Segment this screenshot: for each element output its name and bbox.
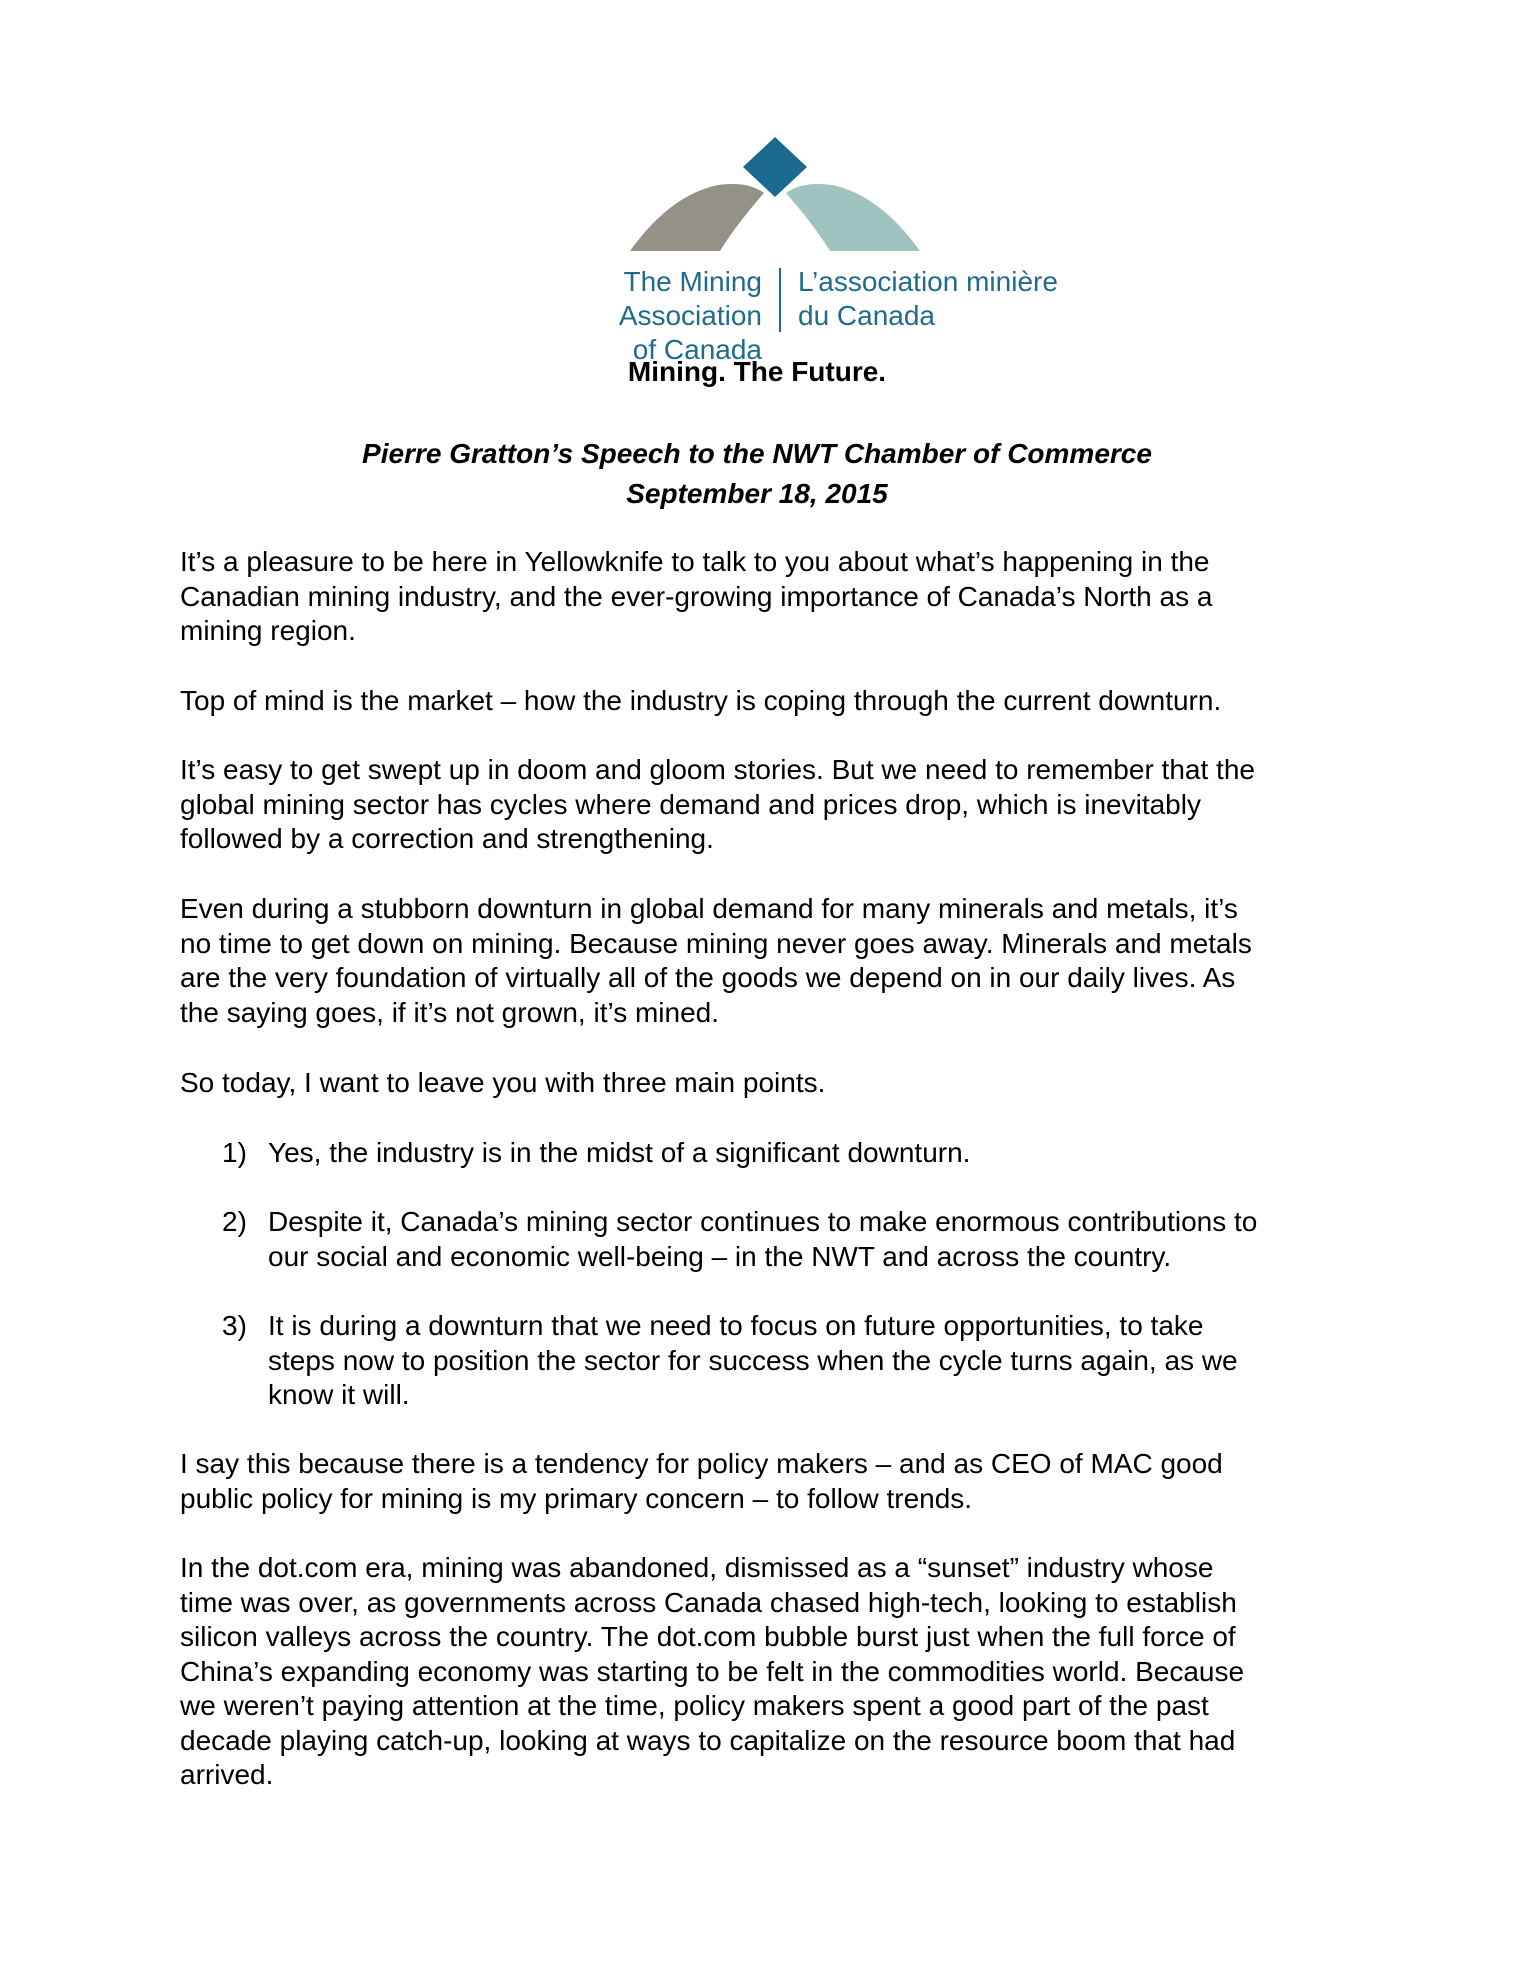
paragraph: Even during a stubborn downturn in global demand for many minerals and metals, it’s no time to get down on mining. Because mining never goes away. Minerals and metals are the very foundation of virtually all of the goods we depend on in our daily lives. As the saying goes, if it’s not grown, it’s mined. xyxy=(180,893,1252,1028)
paragraph: So today, I want to leave you with three main points. xyxy=(180,1067,826,1098)
list-text: Yes, the industry is in the midst of a significant downturn. xyxy=(268,1137,971,1168)
logo-divider xyxy=(779,268,781,332)
logo-name-english: The Mining Association of Canada xyxy=(618,266,762,365)
paragraph: It’s a pleasure to be here in Yellowknife to talk to you about what’s happening in the Canadian mining industry, and the ever-growing importance of Canada’s North as a mining region. xyxy=(180,546,1213,646)
paragraph: It’s easy to get swept up in doom and gloom stories. But we need to remember that the global mining sector has cycles where demand and prices drop, which is inevitably followed by a correction and strengthening. xyxy=(180,754,1255,854)
paragraph: In the dot.com era, mining was abandoned, dismissed as a “sunset” industry whose time was over, as governments across Canada chased high-tech, looking to establish silicon valleys across the country. The dot.com bubble burst just when the full force of China’s expanding economy was starting to be felt in the commodities world. Because we weren’t paying attention at the time, policy makers spent a good part of the past decade playing catch-up, looking at ways to capitalize on the resource boom that had arrived. xyxy=(180,1552,1245,1790)
document-title: Mining. The Future. xyxy=(627,356,887,387)
logo-mark-icon xyxy=(630,135,920,257)
paragraph: Top of mind is the market – how the industry is coping through the current downturn. xyxy=(180,685,1222,716)
list-text: It is during a downturn that we need to focus on future opportunities, to take steps now to position the sector for success when the cycle turns again, as we know it will. xyxy=(268,1310,1238,1410)
paragraph: I say this because there is a tendency for policy makers – and as CEO of MAC good public policy for mining is my primary concern – to follow trends. xyxy=(180,1448,1223,1514)
list-number: 2) xyxy=(222,1206,247,1237)
speech-date: September 18, 2015 xyxy=(626,478,888,509)
list-number: 1) xyxy=(222,1137,247,1168)
list-number: 3) xyxy=(222,1310,247,1341)
list-text: Despite it, Canada’s mining sector continues to make enormous contributions to our social and economic well-being – in the NWT and across the country. xyxy=(268,1206,1258,1272)
speech-subtitle: Pierre Gratton’s Speech to the NWT Chamber of Commerce xyxy=(362,438,1152,469)
mining-association-logo xyxy=(480,135,1070,365)
logo-name-french: L’association minière du Canada xyxy=(798,266,1058,331)
